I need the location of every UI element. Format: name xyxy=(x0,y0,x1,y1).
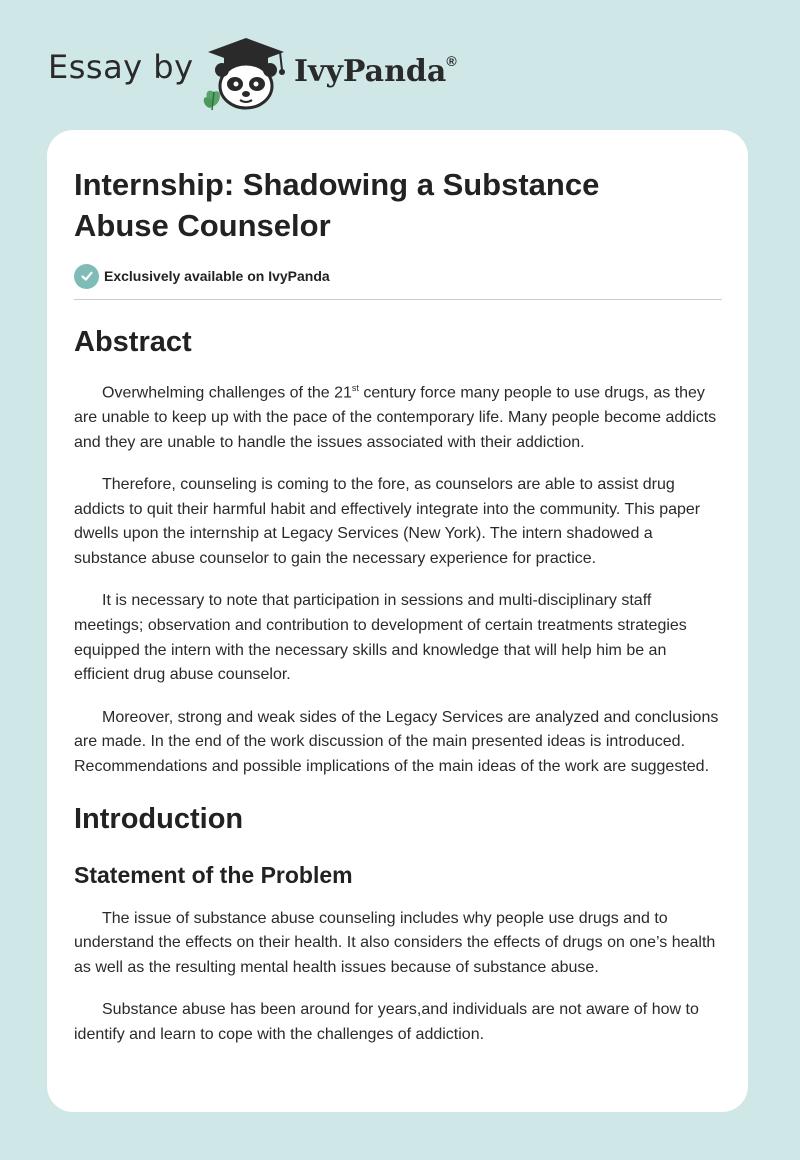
statement-paragraph-2: Substance abuse has been around for years,and individuals are not aware of how to identify and learn to cope with the challenges of addiction. xyxy=(74,1001,699,1043)
abstract-heading: Abstract xyxy=(74,326,192,358)
abstract-paragraph-3: It is necessary to note that participation in sessions and multi-disciplinary staff meetings; observation and contribution to development of certain treatments strategies equipped the intern with the necessary skills and knowledge that will help him be an efficient drug abuse counselor. xyxy=(74,592,687,684)
exclusive-badge xyxy=(74,262,722,290)
abstract-paragraph-4: Moreover, strong and weak sides of the Legacy Services are analyzed and conclusions are made. In the end of the work discussion of the main presented ideas is introduced. Recommendations and possible implications of the main ideas of the work are suggested. xyxy=(74,708,719,775)
ivy-leaf-icon xyxy=(204,91,220,110)
page-title: Internship: Shadowing a Substance Abuse Counselor xyxy=(74,167,600,243)
abstract-paragraph-1: Overwhelming challenges of the 21st century force many people to use drugs, as they are unable to keep up with the pace of the contemporary life. Many people become addicts and they are unable to handle the issues associated with their addiction. xyxy=(74,383,717,451)
check-circle-icon xyxy=(74,264,99,289)
divider xyxy=(74,299,722,300)
exclusive-label: Exclusively available on IvyPanda xyxy=(104,268,330,284)
brand-name[interactable]: IvyPanda® xyxy=(294,53,457,89)
site-header xyxy=(48,36,548,112)
statement-heading: Statement of the Problem xyxy=(74,861,353,888)
abstract-paragraph-2: Therefore, counseling is coming to the fore, as counselors are able to assist drug addicts to quit their harmful habit and effectively integrate into the community. This paper dwells upon the internship at Legacy Services (New York). The intern shadowed a substance abuse counselor to gain the necessary experience for practice. xyxy=(74,475,701,568)
introduction-heading: Introduction xyxy=(74,802,244,835)
article-card xyxy=(47,130,748,1112)
statement-paragraph-1: The issue of substance abuse counseling includes why people use drugs and to understand the effects on their health. It also considers the effects of drugs on one’s health as well as the resulting mental health issues because of substance abuse. xyxy=(74,909,716,977)
essay-by-label: Essay by xyxy=(48,48,194,86)
panda-graduate-icon xyxy=(200,36,292,112)
